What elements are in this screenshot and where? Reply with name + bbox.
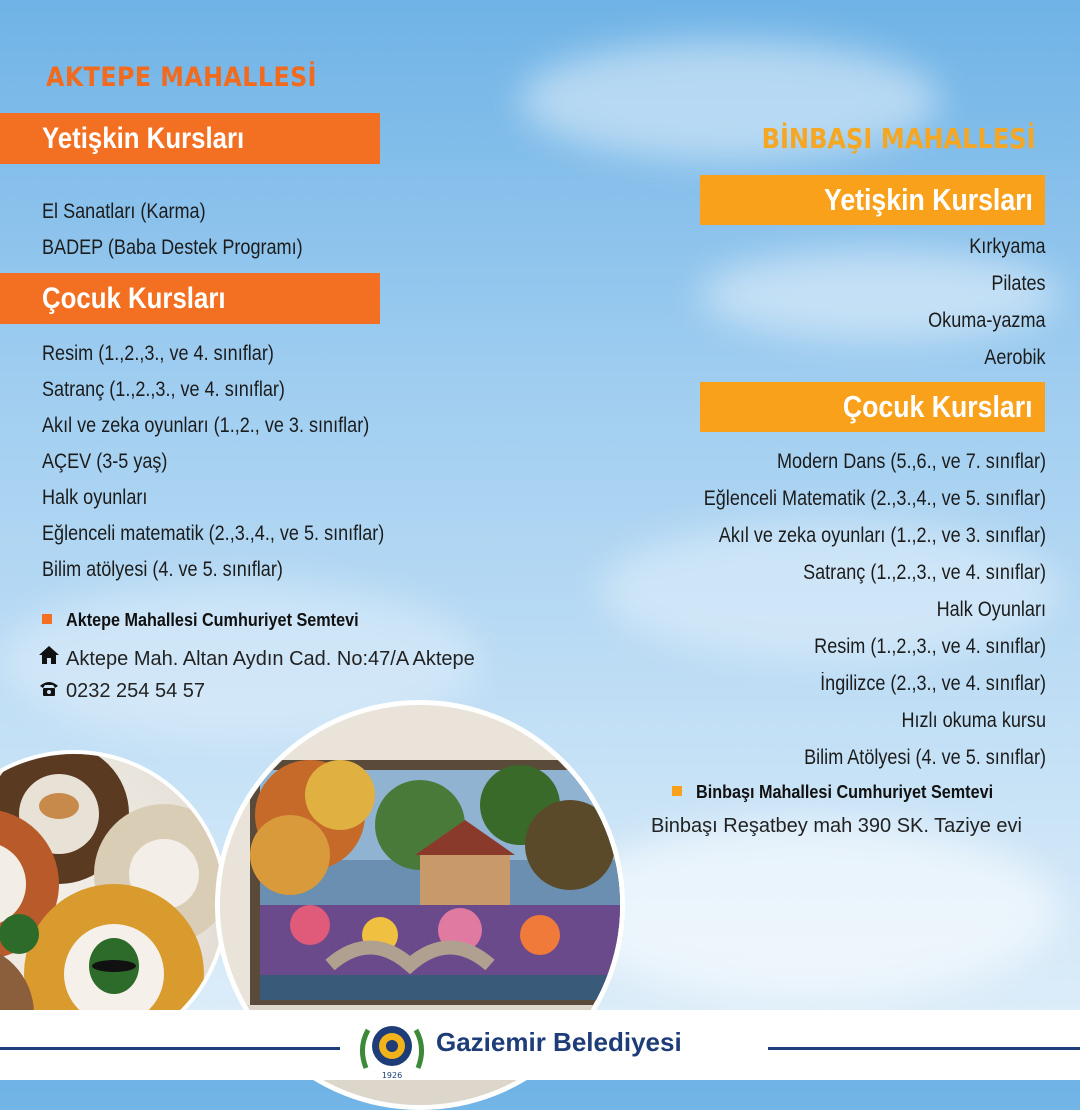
aktepe-adult-heading (0, 113, 380, 164)
footer (0, 1010, 1080, 1080)
binbasi-address (651, 815, 1022, 838)
list-item: Okuma-yazma (928, 309, 1046, 332)
aktepe-semtevi-name: Aktepe Mahallesi Cumhuriyet Semtevi (66, 610, 359, 630)
binbasi-semtevi-title (672, 782, 1026, 803)
list-item: Bilim atölyesi (4. ve 5. sınıflar) (42, 558, 283, 581)
brand-name: Gaziemir Belediyesi (436, 1027, 682, 1057)
footer-rule-right (768, 1047, 1080, 1050)
binbasi-adult-heading-label: Yetişkin Kursları (824, 182, 1033, 217)
footer-rule-left (0, 1047, 340, 1050)
list-item: Modern Dans (5.,6., ve 7. sınıflar) (776, 450, 1046, 473)
binbasi-child-list (648, 443, 1046, 776)
square-bullet-icon (42, 614, 52, 624)
aktepe-child-heading-label: Çocuk Kursları (42, 282, 226, 315)
square-bullet-icon (672, 786, 682, 796)
aktepe-title: AKTEPE MAHALLESİ (46, 62, 317, 93)
list-item: Hızlı okuma kursu (901, 709, 1046, 732)
list-item: İngilizce (2.,3., ve 4. sınıflar) (820, 672, 1046, 695)
logo-year: 1926 (381, 1071, 403, 1080)
phone-icon (38, 679, 60, 703)
aktepe-adult-list (42, 194, 345, 266)
binbasi-title: BİNBAŞI MAHALLESİ (762, 122, 1036, 155)
list-item: Resim (1.,2.,3., ve 4. sınıflar) (814, 635, 1046, 658)
aktepe-child-heading (0, 273, 380, 324)
list-item: El Sanatları (Karma) (42, 200, 206, 223)
binbasi-address-text: Binbaşı Reşatbey mah 390 SK. Taziye evi (651, 815, 1022, 837)
list-item: AÇEV (3-5 yaş) (42, 450, 168, 473)
list-item: Bilim Atölyesi (4. ve 5. sınıflar) (804, 746, 1046, 769)
binbasi-adult-list (909, 228, 1046, 376)
list-item: Akıl ve zeka oyunları (1.,2., ve 3. sınıflar) (718, 524, 1046, 547)
list-item: Halk Oyunları (936, 598, 1046, 621)
list-item: BADEP (Baba Destek Programı) (42, 236, 303, 259)
aktepe-adult-heading-label: Yetişkin Kursları (42, 122, 245, 155)
list-item: Eğlenceli Matematik (2.,3.,4., ve 5. sınıflar) (703, 487, 1046, 510)
binbasi-child-heading (700, 382, 1045, 432)
aktepe-phone-text: 0232 254 54 57 (66, 680, 206, 702)
list-item: Satranç (1.,2.,3., ve 4. sınıflar) (42, 378, 285, 401)
list-item: Halk oyunları (42, 486, 148, 509)
list-item: Pilates (991, 272, 1046, 295)
list-item: Satranç (1.,2.,3., ve 4. sınıflar) (803, 561, 1046, 584)
binbasi-child-heading-label: Çocuk Kursları (843, 389, 1033, 424)
list-item: Akıl ve zeka oyunları (1.,2., ve 3. sınıflar) (42, 414, 370, 437)
list-item: Kırkyama (969, 235, 1046, 258)
cloud-decoration (560, 820, 1060, 1000)
aktepe-address-text: Aktepe Mah. Altan Aydın Cad. No:47/A Aktepe (66, 648, 475, 670)
binbasi-adult-heading (700, 175, 1045, 225)
binbasi-semtevi-name: Binbaşı Mahallesi Cumhuriyet Semtevi (696, 782, 994, 802)
list-item: Resim (1.,2.,3., ve 4. sınıflar) (42, 342, 274, 365)
aktepe-address (38, 645, 475, 671)
list-item: Aerobik (984, 346, 1046, 369)
home-icon (38, 645, 60, 671)
aktepe-semtevi-title (42, 610, 391, 631)
municipality-logo-icon (356, 1018, 428, 1080)
list-item: Eğlenceli matematik (2.,3.,4., ve 5. sınıflar) (42, 522, 385, 545)
aktepe-phone (38, 679, 205, 703)
aktepe-child-list (42, 336, 440, 588)
